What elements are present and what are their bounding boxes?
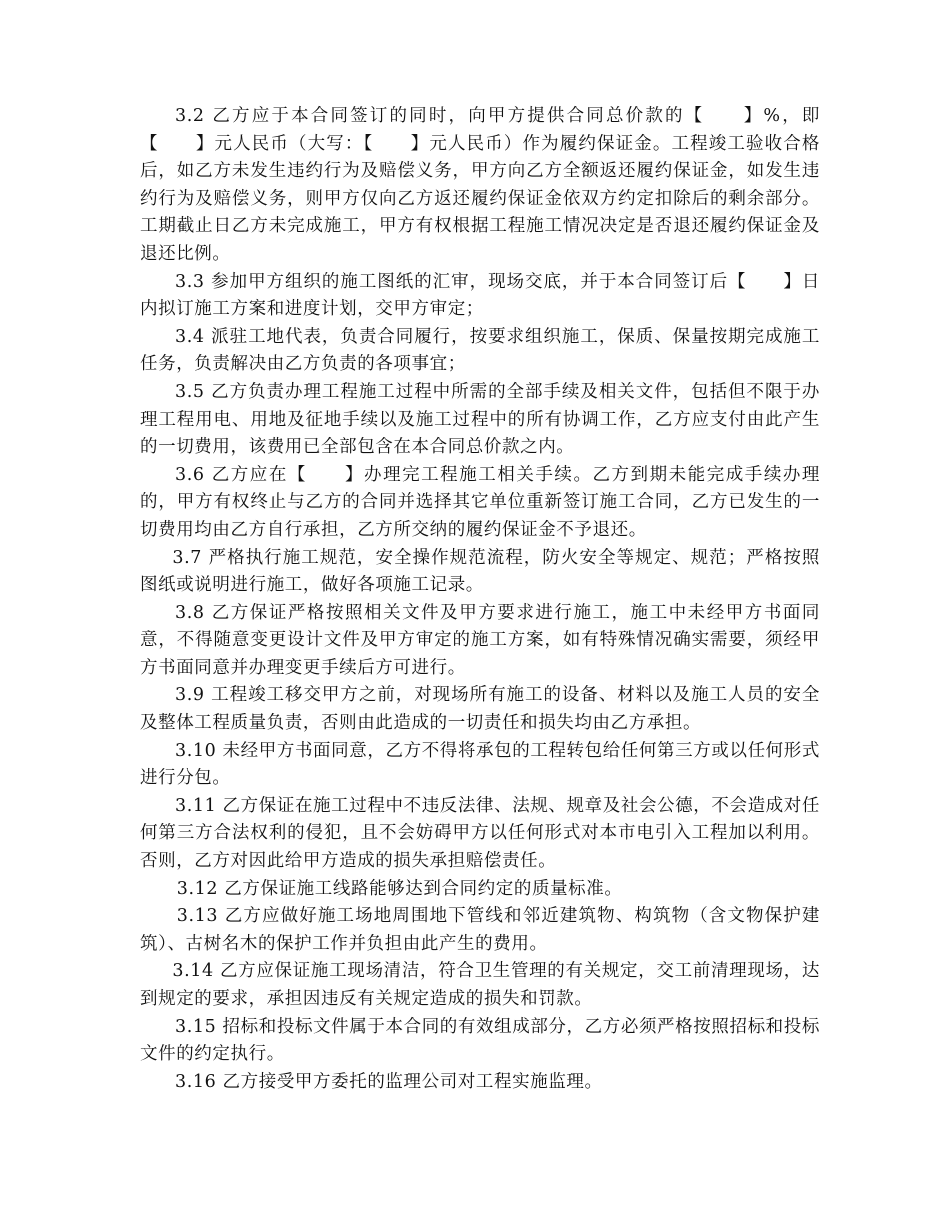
clause-3-3: 3.3 参加甲方组织的施工图纸的汇审，现场交底，并于本合同签订后【 】日内拟订施工方案和进度计划，交甲方审定； (140, 271, 820, 320)
clause-3-9: 3.9 工程竣工移交甲方之前，对现场所有施工的设备、材料以及施工人员的安全及整体工程质量负责，否则由此造成的一切责任和损失均由乙方承担。 (140, 685, 820, 734)
clause-3-8: 3.8 乙方保证严格按照相关文件及甲方要求进行施工，施工中未经甲方书面同意，不得随意变更设计文件及甲方审定的施工方案，如有特殊情况确实需要，须经甲方书面同意并办理变更手续后方可进行。 (140, 602, 820, 678)
clause-3-15: 3.15 招标和投标文件属于本合同的有效组成部分，乙方必须严格按照招标和投标文件的约定执行。 (140, 1016, 820, 1065)
clause-3-6: 3.6 乙方应在【 】办理完工程施工相关手续。乙方到期未能完成手续办理的，甲方有权终止与乙方的合同并选择其它单位重新签订施工合同，乙方已发生的一切费用均由乙方自行承担，乙方所交纳的履约保证金不予退还。 (140, 464, 820, 540)
clause-3-5: 3.5 乙方负责办理工程施工过程中所需的全部手续及相关文件，包括但不限于办理工程用电、用地及征地手续以及施工过程中的所有协调工作，乙方应支付由此产生的一切费用，该费用已全部包含在本合同总价款之内。 (140, 381, 820, 458)
clause-3-4: 3.4 派驻工地代表，负责合同履行，按要求组织施工，保质、保量按期完成施工任务，负责解决由乙方负责的各项事宜； (140, 326, 820, 375)
clause-3-12: 3.12 乙方保证施工线路能够达到合同约定的质量标准。 (176, 878, 623, 899)
clause-3-14: 3.14 乙方应保证施工现场清洁，符合卫生管理的有关规定，交工前清理现场，达到规定的要求，承担因违反有关规定造成的损失和罚款。 (140, 961, 820, 1009)
contract-body (140, 103, 820, 1096)
clause-3-2: 3.2 乙方应于本合同签订的同时，向甲方提供合同总价款的【 】%，即【 】元人民币（大写：【 】元人民币）作为履约保证金。工程竣工验收合格后，如乙方未发生违约行为及赔偿义务，甲方向乙方全额返还履约保证金，如发生违约行为及赔偿义务，则甲方仅向乙方返还履约保证金依双方约定扣除后的剩余部分。工期截止日乙方未完成施工，甲方有权根据工程施工情况决定是否退还履约保证金及退还比例。 (140, 106, 820, 264)
clause-3-7: 3.7 严格执行施工规范，安全操作规范流程，防火安全等规定、规范；严格按照图纸或说明进行施工，做好各项施工记录。 (140, 547, 820, 596)
clause-3-10: 3.10 未经甲方书面同意，乙方不得将承包的工程转包给任何第三方或以任何形式进行分包。 (140, 740, 820, 789)
clause-3-11: 3.11 乙方保证在施工过程中不违反法律、法规、规章及社会公德，不会造成对任何第三方合法权利的侵犯，且不会妨碍甲方以任何形式对本市电引入工程加以利用。否则，乙方对因此给甲方造成的损失承担赔偿责任。 (140, 795, 820, 872)
clause-3-16: 3.16 乙方接受甲方委托的监理公司对工程实施监理。 (175, 1071, 603, 1092)
clause-3-13: 3.13 乙方应做好施工场地周围地下管线和邻近建筑物、构筑物（含文物保护建筑）、古树名木的保护工作并负担由此产生的费用。 (140, 906, 820, 954)
